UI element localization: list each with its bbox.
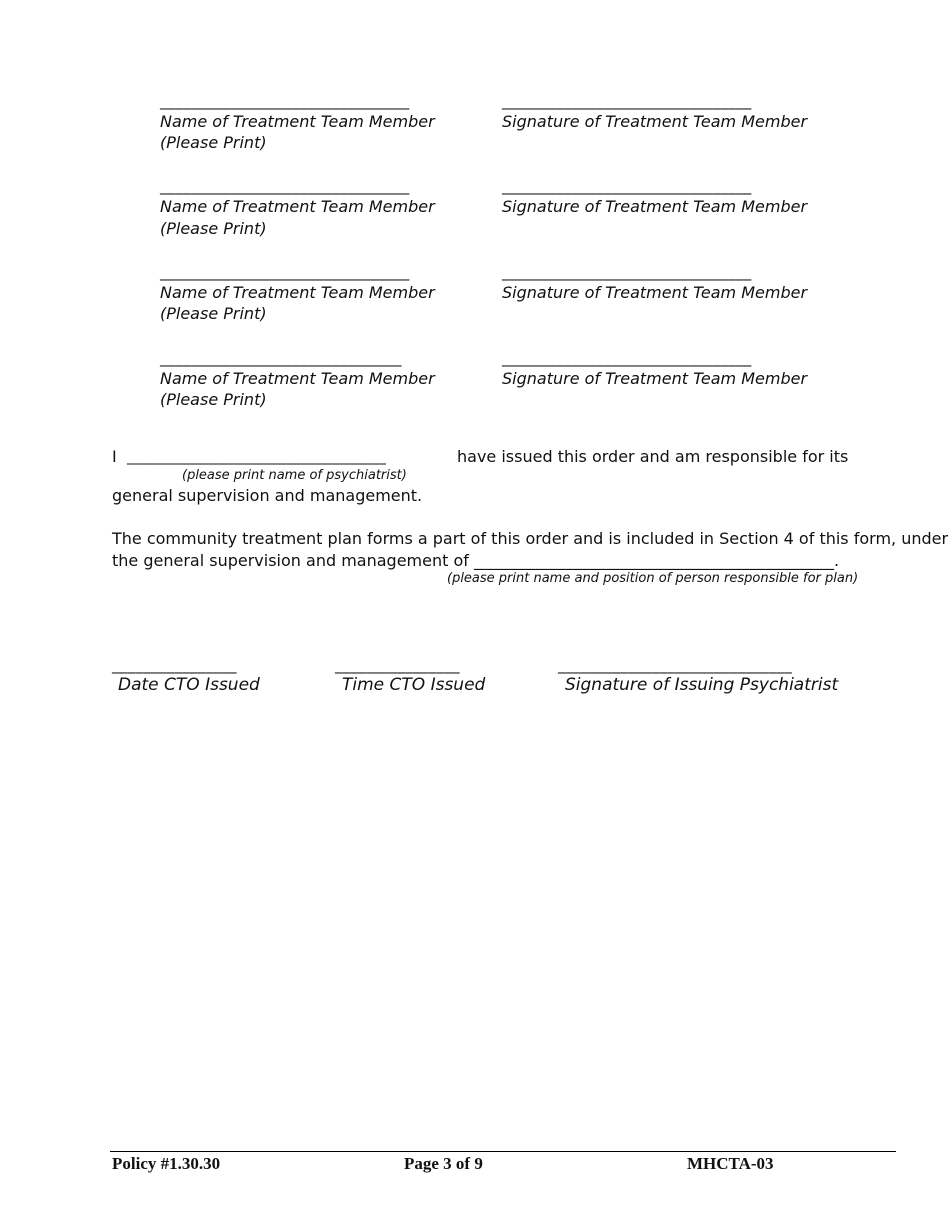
- team-member-3-print-note: (Please Print): [160, 304, 267, 323]
- plan-statement-line-1: The community treatment plan forms a part of this order and is included in Section 4 of this form, under: [112, 529, 949, 548]
- psychiatrist-name-caption: (please print name of psychiatrist): [182, 468, 407, 483]
- plan-statement-line-2[interactable]: the general supervision and management of _____________________________________________.: [112, 551, 840, 570]
- team-member-3-name-line[interactable]: ________________________________: [160, 263, 410, 281]
- team-member-2-signature-line[interactable]: ________________________________: [502, 177, 752, 195]
- plan-responsible-caption: (please print name and position of person responsible for plan): [447, 571, 859, 586]
- footer-rule: [110, 1151, 896, 1152]
- team-member-1-print-note: (Please Print): [160, 133, 267, 152]
- team-member-4-signature-caption: Signature of Treatment Team Member: [502, 369, 808, 388]
- team-member-2-name-caption: Name of Treatment Team Member: [160, 197, 435, 216]
- team-member-4-signature-line[interactable]: ________________________________: [502, 349, 752, 367]
- psychiatrist-name-line[interactable]: ____________________________________: [127, 449, 387, 465]
- psychiatrist-statement-continuation: general supervision and management.: [112, 486, 423, 505]
- team-member-4-print-note: (Please Print): [160, 390, 267, 409]
- team-member-4-name-caption: Name of Treatment Team Member: [160, 369, 435, 388]
- team-member-2-name-line[interactable]: ________________________________: [160, 177, 410, 195]
- footer-page-number: Page 3 of 9: [404, 1154, 483, 1173]
- team-member-1-name-caption: Name of Treatment Team Member: [160, 112, 435, 131]
- team-member-2-signature-caption: Signature of Treatment Team Member: [502, 197, 808, 216]
- issuing-psychiatrist-signature-line[interactable]: ______________________________: [558, 656, 792, 674]
- team-member-1-name-line[interactable]: ________________________________: [160, 92, 410, 110]
- date-issued-caption: Date CTO Issued: [118, 675, 260, 695]
- team-member-1-signature-caption: Signature of Treatment Team Member: [502, 112, 808, 131]
- time-issued-caption: Time CTO Issued: [342, 675, 486, 695]
- footer-form-code: MHCTA-03: [687, 1154, 774, 1173]
- team-member-3-signature-line[interactable]: ________________________________: [502, 263, 752, 281]
- psychiatrist-statement-suffix: have issued this order and am responsible for its: [457, 447, 849, 466]
- team-member-3-name-caption: Name of Treatment Team Member: [160, 283, 435, 302]
- team-member-4-name-line[interactable]: _______________________________: [160, 349, 402, 367]
- issuing-psychiatrist-signature-caption: Signature of Issuing Psychiatrist: [565, 675, 839, 695]
- footer-policy: Policy #1.30.30: [112, 1154, 221, 1173]
- psychiatrist-statement-prefix: I: [112, 447, 117, 466]
- team-member-3-signature-caption: Signature of Treatment Team Member: [502, 283, 808, 302]
- time-issued-line[interactable]: ________________: [335, 656, 460, 674]
- team-member-2-print-note: (Please Print): [160, 219, 267, 238]
- date-issued-line[interactable]: ________________: [112, 656, 237, 674]
- team-member-1-signature-line[interactable]: ________________________________: [502, 92, 752, 110]
